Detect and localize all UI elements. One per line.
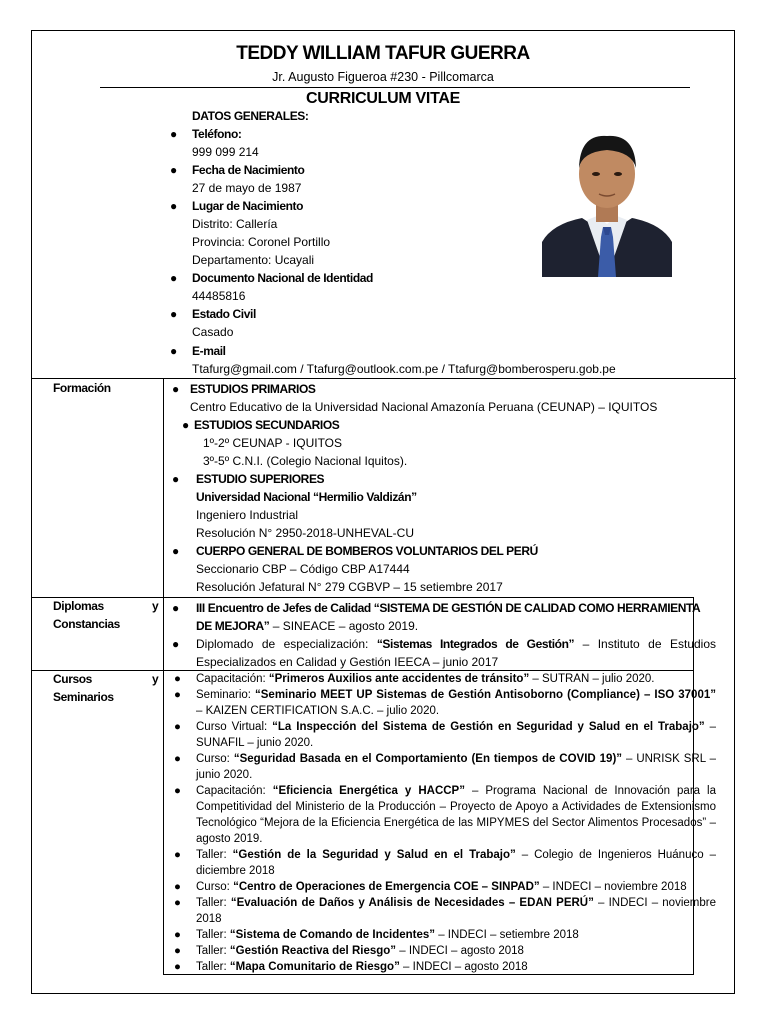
diploma-1-title: III Encuentro de Jefes de Calidad “SISTEMA DE GESTIÓN DE CALIDAD COMO HERRAMIENTA <box>196 601 701 615</box>
course-item: ● Taller: “Evaluación de Daños y Análisis de Necesidades – EDAN PERÚ” – INDECI – noviembre 2018 <box>174 897 716 925</box>
profile-photo <box>542 124 672 277</box>
bullet: ● <box>170 163 178 177</box>
diploma-2-title: “Sistemas Integrados de Gestión” <box>376 637 575 651</box>
civil-status-value: Casado <box>192 325 234 339</box>
bullet: ● <box>170 344 178 358</box>
diploma-1-title-end: DE MEJORA” <box>196 619 270 633</box>
table-column-divider <box>163 378 164 975</box>
diploma-1-detail: – SINEACE – agosto 2019. <box>269 619 419 633</box>
birthplace-department: Departamento: Ucayali <box>192 253 315 267</box>
secondary-studies-1: 1º-2º CEUNAP - IQUITOS <box>203 436 343 450</box>
firefighters-1: Seccionario CBP – Código CBP A17444 <box>196 562 410 576</box>
firefighters-title: CUERPO GENERAL DE BOMBEROS VOLUNTARIOS DEL PERÚ <box>196 544 538 558</box>
civil-status-label: Estado Civil <box>192 307 256 321</box>
course-item: ● Taller: “Gestión Reactiva del Riesgo” – INDECI – agosto 2018 <box>174 945 524 957</box>
secondary-studies-title: ESTUDIOS SECUNDARIOS <box>194 418 340 432</box>
candidate-address: Jr. Augusto Figueroa #230 - Pillcomarca <box>272 70 494 84</box>
higher-studies-title: ESTUDIO SUPERIORES <box>196 472 325 486</box>
bullet: ● <box>170 199 178 213</box>
course-item: ● Capacitación: “Primeros Auxilios ante accidentes de tránsito” – SUTRAN – julio 2020. <box>174 673 655 685</box>
bullet: ● <box>172 382 180 396</box>
secondary-studies-2: 3º-5º C.N.I. (Colegio Nacional Iquitos). <box>203 454 408 468</box>
table-divider <box>32 597 694 598</box>
course-item: ● Taller: “Gestión de la Seguridad y Salud en el Trabajo” – Colegio de Ingenieros Huánuco – diciembre 2018 <box>174 849 716 877</box>
phone-value: 999 099 214 <box>192 145 259 159</box>
bullet: ● <box>172 544 180 558</box>
courses-label: Cursos <box>53 672 92 686</box>
diploma-1-rest <box>196 617 418 635</box>
header-divider <box>100 87 690 88</box>
resume-page <box>31 30 735 994</box>
constancias-label: Constancias <box>53 617 120 631</box>
firefighters-2: Resolución Jefatural N° 279 CGBVP – 15 setiembre 2017 <box>196 580 503 594</box>
primary-studies-text: Centro Educativo de la Universidad Nacional Amazonía Peruana (CEUNAP) – IQUITOS <box>190 400 658 414</box>
course-item: ● Seminario: “Seminario MEET UP Sistemas de Gestión Antisoborno (Compliance) – ISO 37001” – KAIZEN CERTIFICATION S.A.C. – julio 2020. <box>174 689 716 717</box>
birth-label: Fecha de Nacimiento <box>192 163 305 177</box>
diploma-2-prefix: Diplomado de especialización: <box>196 637 377 651</box>
course-item: ● Curso Virtual: “La Inspección del Sistema de Gestión en Seguridad y Salud en el Trabajo” – SUNAFIL – junio 2020. <box>174 721 717 749</box>
birthplace-district: Distrito: Callería <box>192 217 278 231</box>
course-item: ● Taller: “Sistema de Comando de Incidentes” – INDECI – setiembre 2018 <box>174 929 579 941</box>
birth-value: 27 de mayo de 1987 <box>192 181 302 195</box>
bullet: ● <box>170 307 178 321</box>
degree-resolution: Resolución N° 2950-2018-UNHEVAL-CU <box>196 526 415 540</box>
candidate-name: TEDDY WILLIAM TAFUR GUERRA <box>236 43 530 64</box>
diploma-2-line-1 <box>196 635 716 653</box>
seminars-label: Seminarios <box>53 690 114 704</box>
course-item: ● Curso: “Seguridad Basada en el Comportamiento (En tiempos de COVID 19)” – UNRISK SRL – junio 2020. <box>174 753 717 781</box>
email-label: E-mail <box>192 344 226 358</box>
dni-label: Documento Nacional de Identidad <box>192 271 373 285</box>
course-item: ● Curso: “Centro de Operaciones de Emergencia COE – SINPAD” – INDECI – noviembre 2018 <box>174 881 687 893</box>
bullet: ● <box>172 472 180 486</box>
courses-label-y: y <box>152 672 159 686</box>
university-name: Universidad Nacional “Hermilio Valdizán” <box>196 490 417 504</box>
dni-value: 44485816 <box>192 289 246 303</box>
bullet: ● <box>172 637 180 651</box>
diplomas-label-y: y <box>152 599 159 613</box>
bullet: ● <box>172 601 180 615</box>
formacion-label: Formación <box>53 381 111 395</box>
phone-label: Teléfono: <box>192 127 242 141</box>
diplomas-label: Diplomas <box>53 599 104 613</box>
general-section-title: DATOS GENERALES: <box>192 109 309 123</box>
degree: Ingeniero Industrial <box>196 508 299 522</box>
birthplace-province: Provincia: Coronel Portillo <box>192 235 331 249</box>
email-value: Ttafurg@gmail.com / Ttafurg@outlook.com.pe / Ttafurg@bomberosperu.gob.pe <box>192 362 616 376</box>
course-item: ● Taller: “Mapa Comunitario de Riesgo” – INDECI – agosto 2018 <box>174 961 528 973</box>
birthplace-label: Lugar de Nacimiento <box>192 199 304 213</box>
bullet: ● <box>170 271 178 285</box>
diploma-2-line-2: Especializados en Calidad y Gestión IEECA – junio 2017 <box>196 655 499 669</box>
diploma-2-detail: – Instituto de Estudios <box>574 637 717 651</box>
bullet: ● <box>182 418 190 432</box>
table-divider <box>32 378 736 379</box>
bullet: ● <box>170 127 178 141</box>
document-title: CURRICULUM VITAE <box>305 90 460 107</box>
course-item: ● Capacitación: “Eficiencia Energética y HACCP” – Programa Nacional de Innovación para la Competitividad del Ministerio de la Producción – Proyecto de Apoyo a Actividades de Extensionismo Tecnológico “Mejora de la Eficiencia Energética de las MIPYMES del Sector Alimentos Procesados” – agosto 2019. <box>174 785 717 845</box>
primary-studies-title: ESTUDIOS PRIMARIOS <box>190 382 316 396</box>
